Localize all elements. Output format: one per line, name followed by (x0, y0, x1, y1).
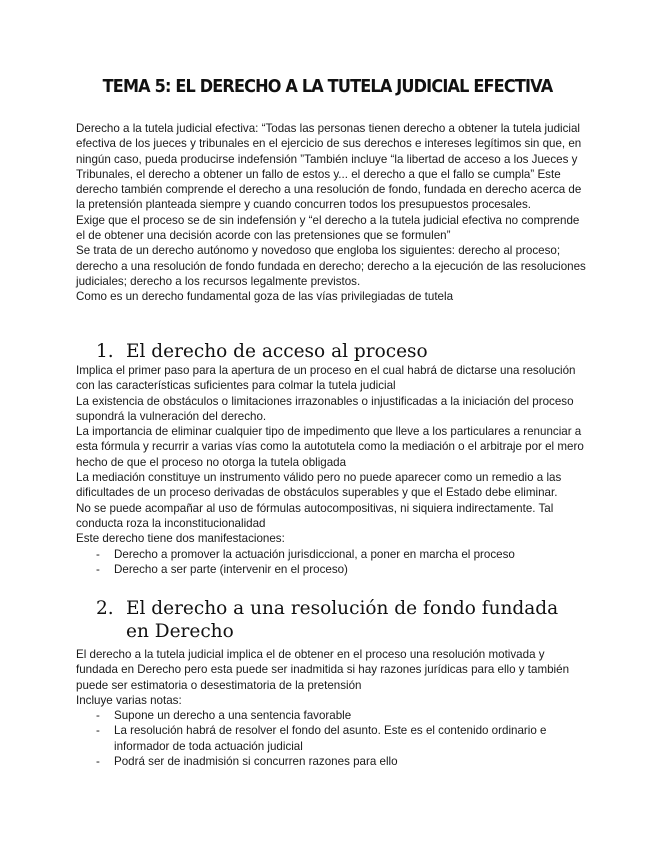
section-title: El derecho de acceso al proceso (126, 341, 428, 362)
document-title: TEMA 5: EL DERECHO A LA TUTELA JUDICIAL EFECTIVA (102, 77, 553, 97)
body-paragraph: No se puede acompañar al uso de fórmulas autocompositivas, ni siquiera indirectamente. Tal conducta roza la inconstitucionalidad (76, 501, 554, 530)
list-item: - Supone un derecho a una sentencia favorable (76, 708, 586, 723)
body-paragraph: La existencia de obstáculos o limitaciones irrazonables o injustificadas a la iniciación del proceso supondrá la vulneración del derecho. (76, 394, 574, 423)
body-paragraph: Este derecho tiene dos manifestaciones: (76, 532, 285, 546)
bullet-list (76, 708, 586, 769)
intro-paragraph: Como es un derecho fundamental goza de las vías privilegiadas de tutela (76, 290, 454, 304)
list-item: - Derecho a ser parte (intervenir en el proceso) (76, 562, 586, 577)
body-paragraph: La mediación constituye un instrumento válido pero no puede aparecer como un remedio a las dificultades de un proceso derivadas de obstáculos superables y que el Estado debe eliminar. (76, 471, 562, 500)
section-2-body (76, 647, 586, 769)
section-title: El derecho a una resolución de fondo fundada en Derecho (126, 598, 559, 642)
body-paragraph: Implica el primer paso para la apertura de un proceso en el cual habrá de dictarse una resolución con las características suficientes para colmar la tutela judicial (76, 364, 576, 393)
body-paragraph: Incluye varias notas: (76, 693, 182, 707)
section-1-heading (76, 340, 586, 363)
intro-paragraph: Se trata de un derecho autónomo y novedoso que engloba los siguientes: derecho al proceso; derecho a una resolución de fondo fundada en derecho; derecho a la ejecución de las resoluciones judiciales; derecho a los recursos legalmente previstos. (76, 244, 586, 288)
list-item: - La resolución habrá de resolver el fondo del asunto. Este es el contenido ordinario e informador de toda actuación judicial (76, 723, 586, 754)
bullet-list (76, 547, 586, 578)
section-2-heading (76, 597, 586, 643)
section-number: 2. (96, 598, 114, 619)
body-paragraph: El derecho a la tutela judicial implica el de obtener en el proceso una resolución motivada y fundada en Derecho pero esta puede ser inadmitida si hay razones jurídicas para ello y también puede ser estimatoria o desestimatoria de la pretensión (76, 648, 570, 692)
section-1-body (76, 363, 586, 577)
section-number: 1. (96, 341, 114, 362)
list-item: - Derecho a promover la actuación jurisdiccional, a poner en marcha el proceso (76, 547, 586, 562)
intro-paragraph: Derecho a la tutela judicial efectiva: “Todas las personas tienen derecho a obtener la tutela judicial efectiva de los jueces y tribunales en el ejercicio de sus derechos e intereses legítimos sin que, en ningún caso, pueda producirse indefensión ”También incluye “la libertad de acceso a los Jueces y Tribunales, el derecho a obtener un fallo de estos y... el derecho a que el fallo se cumpla” Este derecho también comprende el derecho a una resolución de fondo, fundada en derecho acerca de la pretensión planteada siempre y cuando concurren todos los presupuestos procesales. (76, 122, 582, 212)
body-paragraph: La importancia de eliminar cualquier tipo de impedimento que lleve a los particulares a renunciar a esta fórmula y recurrir a varias vías como la autotutela como la mediación o el arbitraje por el mero hecho de que el proceso no otorga la tutela obligada (76, 425, 584, 469)
intro-section (76, 121, 586, 305)
intro-paragraph: Exige que el proceso se de sin indefensión y “el derecho a la tutela judicial efectiva no comprende el de obtener una decisión acorde con las pretensiones que se formulen” (76, 213, 580, 243)
list-item: - Podrá ser de inadmisión si concurren razones para ello (76, 754, 586, 769)
